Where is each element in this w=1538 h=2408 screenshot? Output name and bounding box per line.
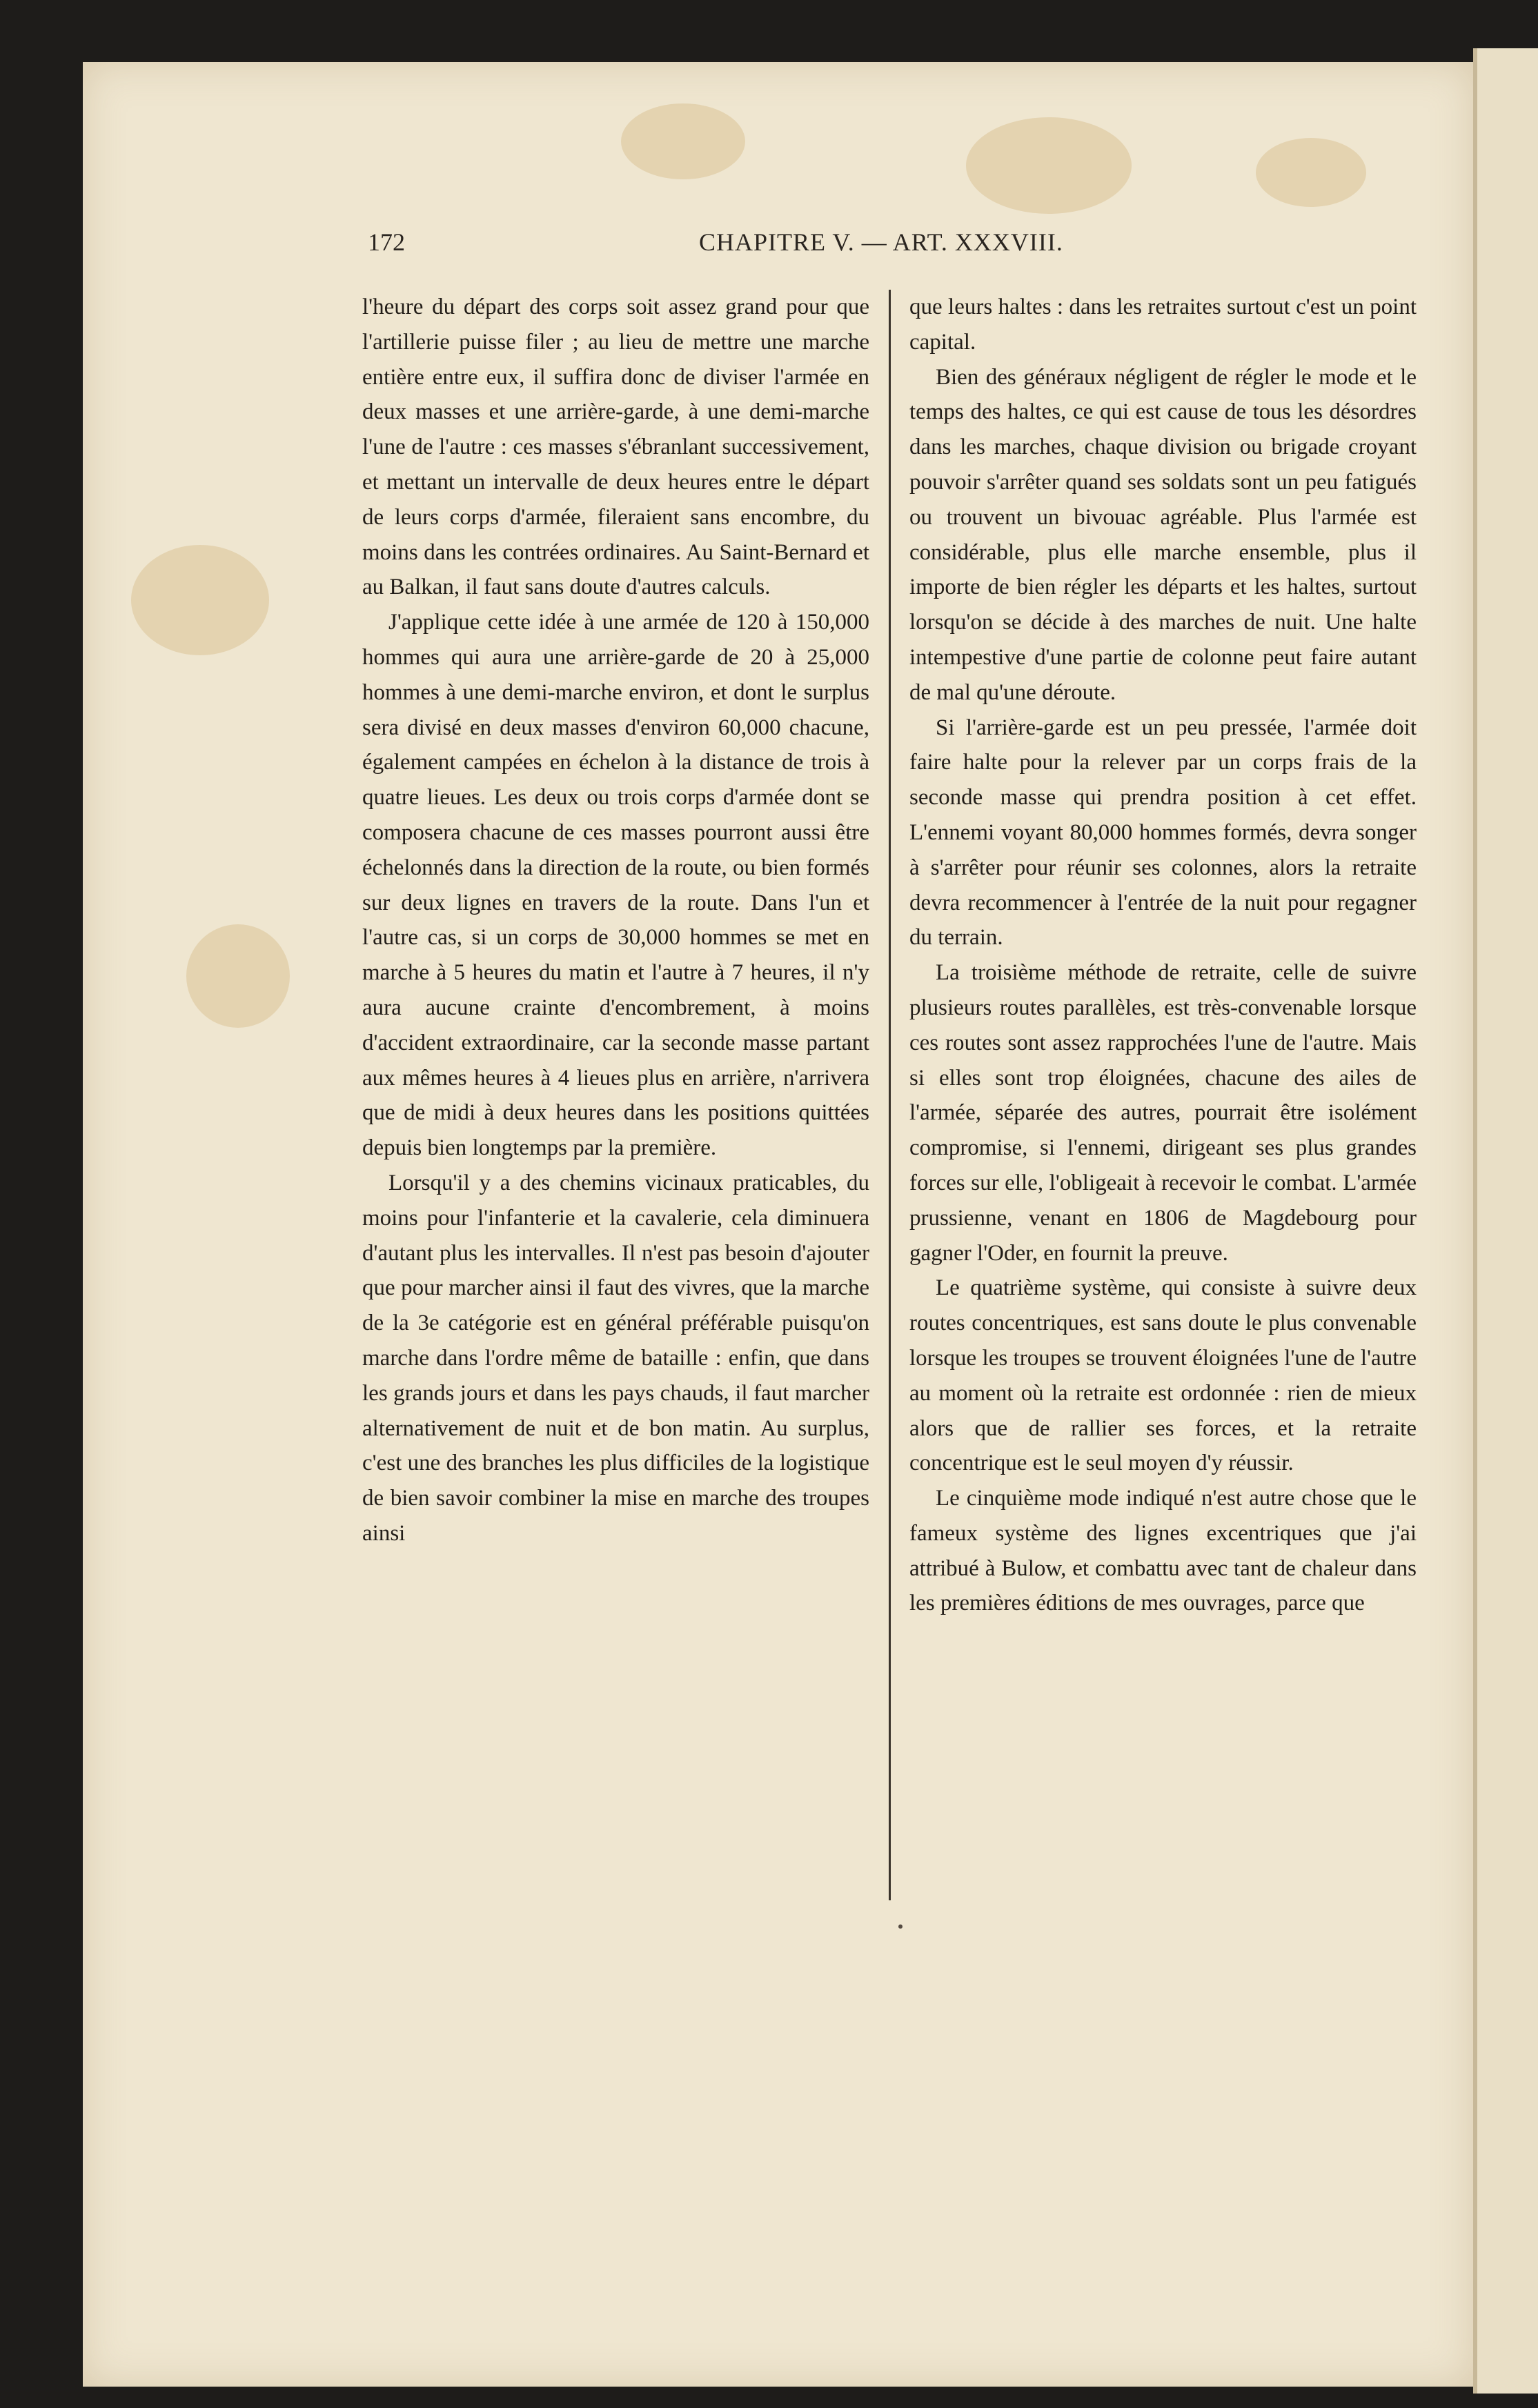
paragraph: que leurs haltes : dans les retraites surtout c'est un point capital. <box>909 295 1417 355</box>
paragraph: J'applique cette idée à une armée de 120 à 150,000 hommes qui aura une arrière-garde de 20 à 25,000 hommes à une demi-marche environ, et dont le surplus sera divisé en deux masses d'environ 60,000 chacune, également campées en échelon à la distance de trois à quatre lieues. Les deux ou trois corps d'armée dont se composera chacune de ces masses pourront aussi être échelonnés dans la direction de la route, ou bien formés sur deux lignes en travers de la route. Dans l'un et l'autre cas, si un corps de 30,000 hommes se met en marche à 5 heures du matin et l'autre à 7 heures, il n'y aura aucune crainte d'encombrement, à moins d'accident extraordinaire, car la seconde masse partant aux mêmes heures à 4 lieues plus en arrière, n'arrivera que de midi à deux heures dans les positions quittées depuis bien longtemps par la première. <box>362 610 869 1161</box>
foxing-stain <box>966 117 1132 214</box>
foxing-stain <box>186 924 290 1028</box>
page-number: 172 <box>368 228 405 256</box>
column-divider <box>889 290 891 1900</box>
paragraph: La troisième méthode de retraite, celle de suivre plusieurs routes parallèles, est très-convenable lorsque ces routes sont assez rapprochées l'une de l'autre. Mais si elles sont trop éloignées, chacune des ailes de l'armée, séparée des autres, pourrait être isolément compromise, si l'ennemi, dirigeant ses plus grandes forces sur elle, l'obligeait à recevoir le combat. L'armée prussienne, venant en 1806 de Magdebourg pour gagner l'Oder, en fournit la preuve. <box>909 960 1417 1266</box>
chapter-title: CHAPITRE V. — ART. XXXVIII. <box>699 228 1063 256</box>
running-head <box>368 228 1423 269</box>
right-text-column <box>909 290 1417 1621</box>
paragraph: Lorsqu'il y a des chemins vicinaux praticables, du moins pour l'infanterie et la cavalerie, cela diminuera d'autant plus les intervalles. Il n'est pas besoin d'ajouter que pour marcher ainsi il faut des vivres, que la marche de la 3e catégorie est en général préférable puisqu'on marche dans l'ordre même de bataille : enfin, que dans les grands jours et dans les pays chauds, il faut marcher alternativement de nuit et de bon matin. Au surplus, c'est une des branches les plus difficiles de la logistique de bien savoir combiner la mise en marche des troupes ainsi <box>362 1170 869 1546</box>
ink-speck <box>898 1924 903 1929</box>
foxing-stain <box>131 545 269 655</box>
paragraph: Le cinquième mode indiqué n'est autre chose que le fameux système des lignes excentriques que j'ai attribué à Bulow, et combattu avec tant de chaleur dans les premières éditions de mes ouvrages, parce que <box>909 1486 1417 1616</box>
foxing-stain <box>1256 138 1366 207</box>
paragraph: l'heure du départ des corps soit assez grand pour que l'artillerie puisse filer ; au lieu de mettre une marche entière entre eux, il suffira donc de diviser l'armée en deux masses et une arrière-garde, à une demi-marche l'une de l'autre : ces masses s'ébranlant successivement, et mettant un intervalle de deux heures entre le départ de leurs corps d'armée, fileraient sans encombre, du moins dans les contrées ordinaires. Au Saint-Bernard et au Balkan, il faut sans doute d'autres calculs. <box>362 295 869 600</box>
left-text-column <box>362 290 869 1551</box>
adjacent-page-edge <box>1473 48 1538 2394</box>
paragraph: Le quatrième système, qui consiste à suivre deux routes concentriques, est sans doute le plus convenable lorsque les troupes se trouvent éloignées l'une de l'autre au moment où la retraite est ordonnée : rien de mieux alors que de rallier ses forces, et la retraite concentrique est le seul moyen d'y réussir. <box>909 1275 1417 1476</box>
foxing-stain <box>621 103 745 179</box>
paragraph: Si l'arrière-garde est un peu pressée, l'armée doit faire halte pour la relever par un corps frais de la seconde masse qui prendra position à cet effet. L'ennemi voyant 80,000 hommes formés, devra songer à s'arrêter pour réunir ses colonnes, alors la retraite devra recommencer à l'entrée de la nuit pour regagner du terrain. <box>909 715 1417 951</box>
paragraph: Bien des généraux négligent de régler le mode et le temps des haltes, ce qui est cause de tous les désordres dans les marches, chaque division ou brigade croyant pouvoir s'arrêter quand ses soldats sont un peu fatigués ou trouvent un bivouac agréable. Plus l'armée est considérable, plus elle marche ensemble, plus il importe de bien régler les départs et les haltes, surtout lorsqu'on se décide à des marches de nuit. Une halte intempestive d'une partie de colonne peut faire autant de mal qu'une déroute. <box>909 364 1417 705</box>
